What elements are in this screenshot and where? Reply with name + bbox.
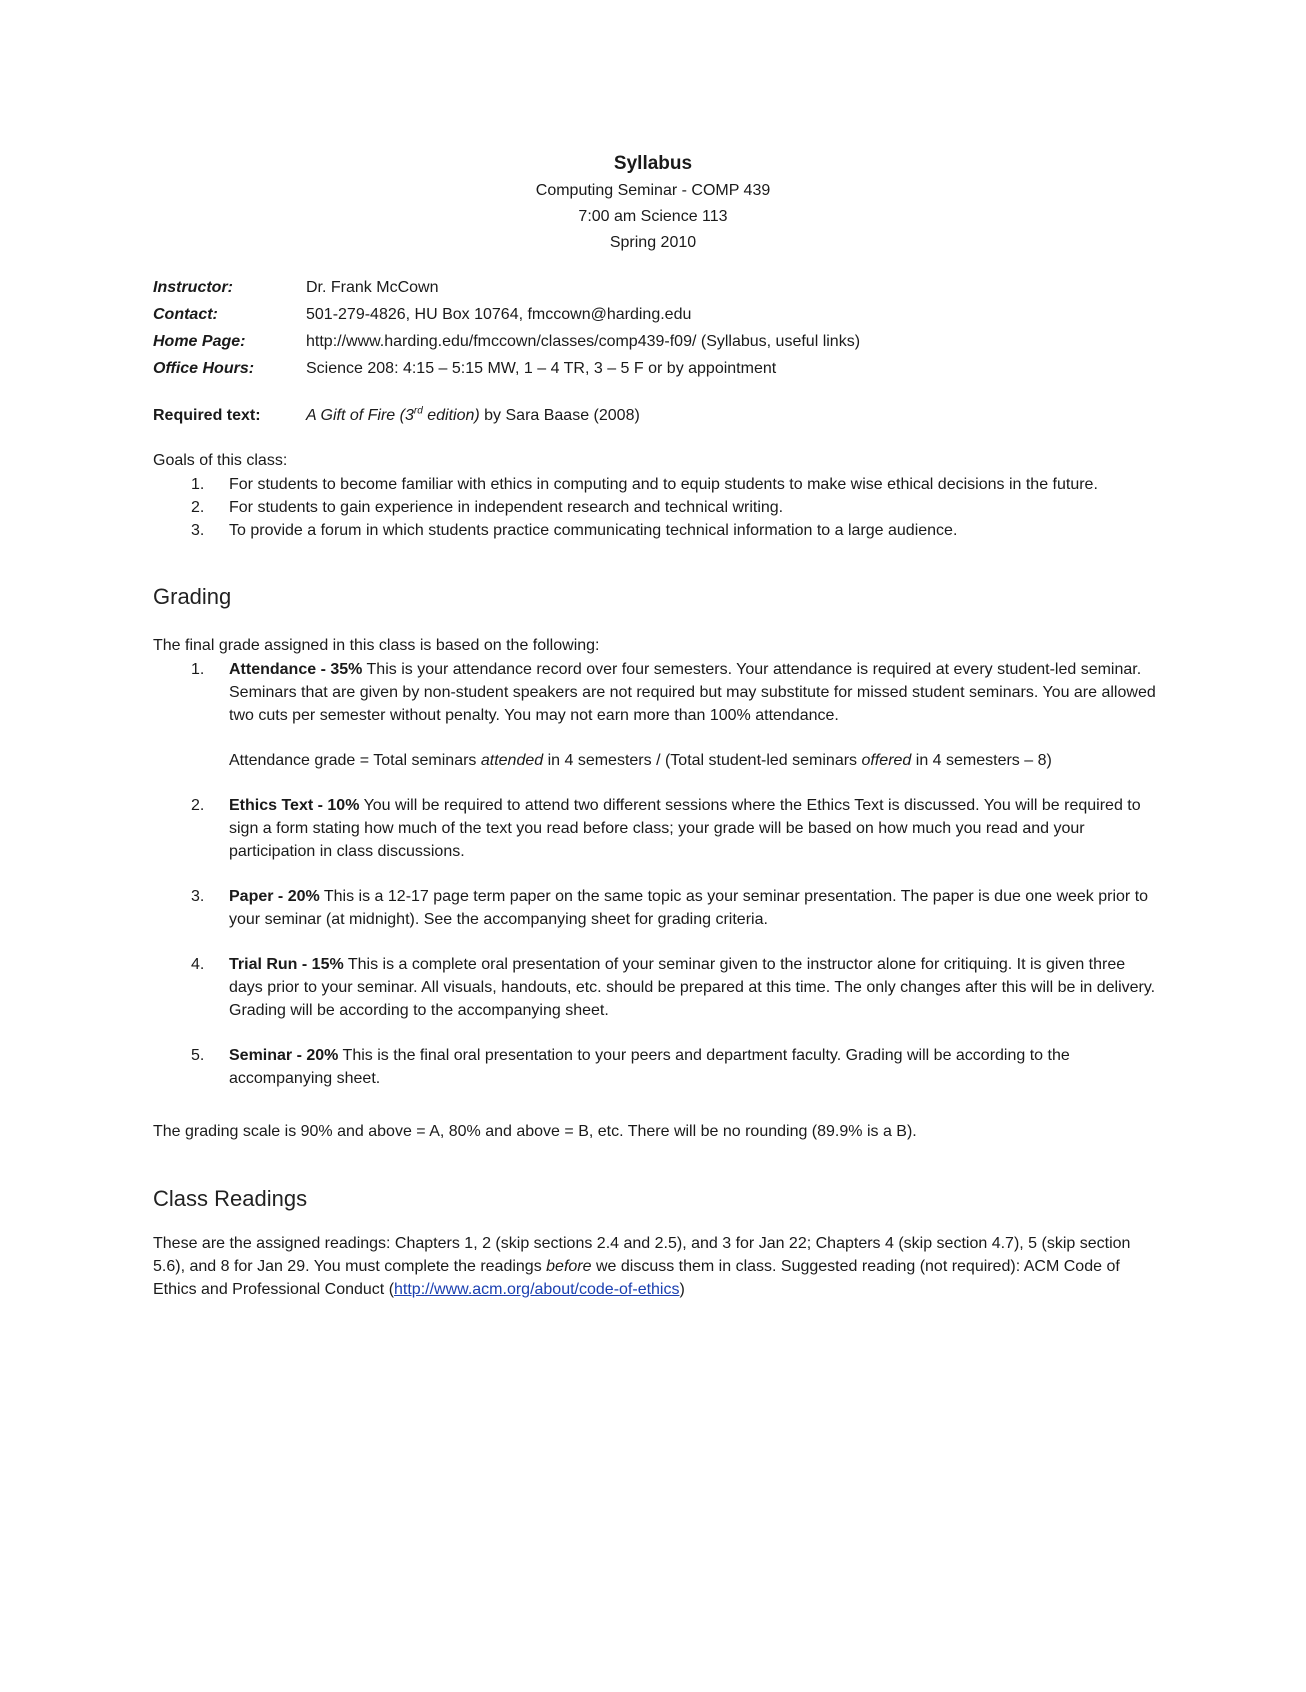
grading-heading: Grading <box>153 584 232 609</box>
grade-description: This is the final oral presentation to your peers and department faculty. Grading will be according to the accompanying sheet. <box>229 1047 1070 1087</box>
book-title-sup: rd <box>413 405 423 417</box>
book-title-part2: edition) <box>422 407 480 424</box>
grade-description: This is your attendance record over four semesters. Your attendance is required at every student-led seminar. Seminars that are given by non-student speakers are not required but may substitute for missed student seminars. You are allowed two cuts per semester without penalty. You may not earn more than 100% attendance. <box>229 661 1156 724</box>
formula-emphasis: attended <box>480 752 544 769</box>
info-value: http://www.harding.edu/fmccown/classes/comp439-f09/ (Syllabus, useful links) <box>306 333 861 350</box>
term: Spring 2010 <box>609 234 697 251</box>
document-header <box>153 150 1153 256</box>
item-text: To provide a forum in which students practice communicating technical information to a large audience. <box>229 522 958 539</box>
item-number: 3. <box>191 888 205 905</box>
readings-paragraph <box>153 1232 1163 1301</box>
grade-item-attendance <box>153 658 1163 772</box>
grade-label: Paper - 20% <box>229 888 320 905</box>
list-item <box>153 496 1163 519</box>
required-text-row <box>153 402 1163 429</box>
course-info <box>153 274 1163 382</box>
required-text-value <box>306 402 640 429</box>
grading-scale: The grading scale is 90% and above = A, 80% and above = B, etc. There will be no rounding (89.9% is a B). <box>153 1123 917 1140</box>
grade-item-ethics-text <box>153 794 1163 863</box>
info-label: Office Hours: <box>153 360 255 377</box>
list-item <box>153 473 1163 496</box>
syllabus-page <box>153 150 1163 1301</box>
item-text: For students to become familiar with ethics in computing and to equip students to make wise ethical decisions in the future. <box>229 476 1098 493</box>
info-label: Instructor: <box>153 279 233 296</box>
info-value: Dr. Frank McCown <box>306 279 439 296</box>
item-body <box>229 885 1163 931</box>
grade-label: Trial Run - 15% <box>229 956 344 973</box>
item-number: 5. <box>191 1047 205 1064</box>
info-row-home-page <box>153 328 1163 355</box>
item-number: 1. <box>191 661 205 678</box>
acm-code-link[interactable]: http://www.acm.org/about/code-of-ethics <box>394 1281 680 1298</box>
attendance-formula <box>229 749 1163 772</box>
info-row-office-hours <box>153 355 1163 382</box>
grading-list <box>153 658 1163 1090</box>
formula-emphasis: offered <box>861 752 912 769</box>
goals-intro: Goals of this class: <box>153 452 288 469</box>
item-number: 2. <box>191 797 205 814</box>
item-number: 3. <box>191 522 205 539</box>
grade-label: Attendance - 35% <box>229 661 363 678</box>
readings-emphasis: before <box>546 1258 592 1275</box>
grade-item-trial-run <box>153 953 1163 1022</box>
readings-heading: Class Readings <box>153 1186 308 1211</box>
grade-item-seminar <box>153 1044 1163 1090</box>
grade-label: Seminar - 20% <box>229 1047 339 1064</box>
item-text: For students to gain experience in independent research and technical writing. <box>229 499 784 516</box>
readings-text: we discuss them in class. Suggested reading (not required): ACM Code of Ethics and Professional Conduct ( <box>153 1258 1120 1298</box>
item-body <box>229 953 1163 1022</box>
grade-label: Ethics Text - 10% <box>229 797 360 814</box>
info-label: Home Page: <box>153 333 246 350</box>
formula-part: Attendance grade = Total seminars <box>229 752 481 769</box>
formula-part: in 4 semesters / (Total student-led seminars <box>543 752 862 769</box>
formula-part: in 4 semesters – 8) <box>911 752 1052 769</box>
book-title-part1: A Gift of Fire (3 <box>306 407 414 424</box>
course-name: Computing Seminar - COMP 439 <box>535 182 771 199</box>
grade-description: You will be required to attend two different sessions where the Ethics Text is discussed. You will be required to sign a form stating how much of the text you read before class; your grade will be based on how much you read and your participation in class discussions. <box>229 797 1141 860</box>
class-time-place: 7:00 am Science 113 <box>578 208 728 225</box>
book-author: by Sara Baase (2008) <box>479 407 640 424</box>
grade-description: This is a 12-17 page term paper on the same topic as your seminar presentation. The paper is due one week prior to your seminar (at midnight). See the accompanying sheet for grading criteria. <box>229 888 1149 928</box>
info-label: Contact: <box>153 306 218 323</box>
document-title: Syllabus <box>613 153 693 174</box>
info-value: 501-279-4826, HU Box 10764, fmccown@harding.edu <box>306 306 692 323</box>
required-text-label: Required text: <box>153 407 261 424</box>
info-row-instructor <box>153 274 1163 301</box>
item-number: 4. <box>191 956 205 973</box>
readings-text: ) <box>679 1281 685 1298</box>
grade-item-paper <box>153 885 1163 931</box>
grading-intro: The final grade assigned in this class is based on the following: <box>153 637 600 654</box>
info-value: Science 208: 4:15 – 5:15 MW, 1 – 4 TR, 3 – 5 F or by appointment <box>306 360 777 377</box>
list-item <box>153 519 1163 542</box>
item-number: 2. <box>191 499 205 516</box>
item-body <box>229 658 1163 772</box>
grade-description: This is a complete oral presentation of your seminar given to the instructor alone for critiquing. It is given three days prior to your seminar. All visuals, handouts, etc. should be prepared at this time. The only changes after this will be in delivery. Grading will be according to the accompanying sheet. <box>229 956 1156 1019</box>
goals-list <box>153 473 1163 542</box>
info-row-contact <box>153 301 1163 328</box>
item-body <box>229 794 1163 863</box>
item-body <box>229 1044 1163 1090</box>
readings-text: These are the assigned readings: Chapters 1, 2 (skip sections 2.4 and 2.5), and 3 for Jan 22; Chapters 4 (skip section 4.7), 5 (skip section 5.6), and 8 for Jan 29. You must complete the readings <box>153 1235 1131 1275</box>
item-number: 1. <box>191 476 205 493</box>
